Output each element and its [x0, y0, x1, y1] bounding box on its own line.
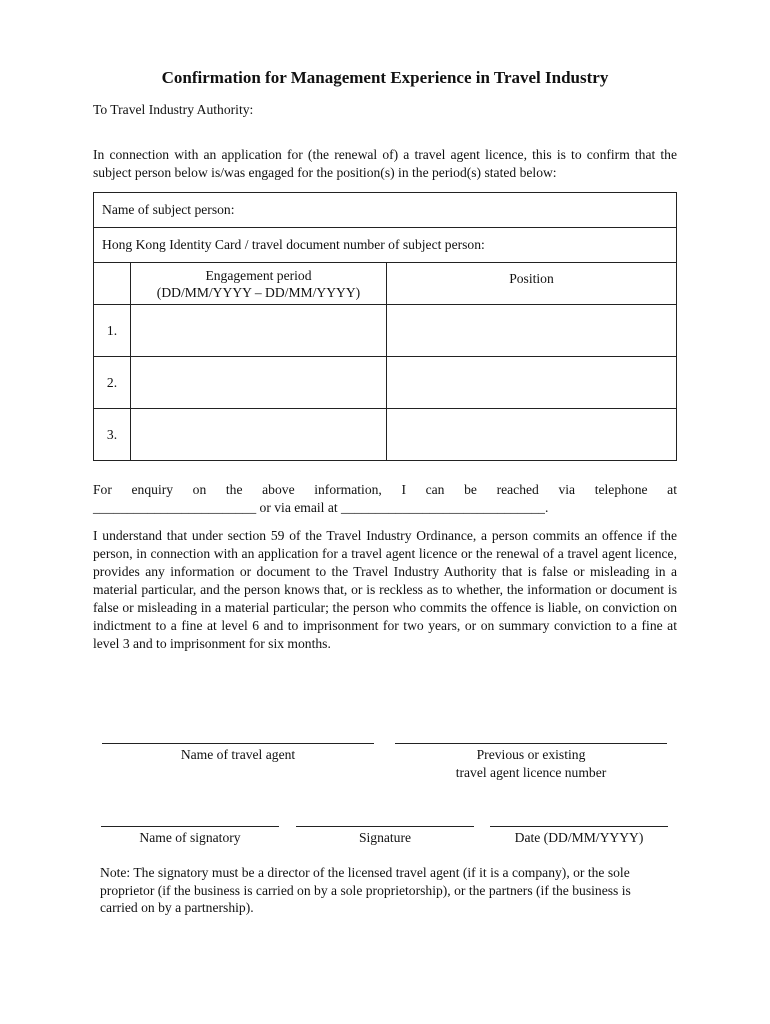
position-cell[interactable]: [387, 305, 677, 357]
position-cell[interactable]: [387, 409, 677, 461]
table-row: [94, 305, 677, 357]
date-line[interactable]: [490, 826, 668, 827]
row-number: 2.: [94, 357, 131, 409]
position-header: [387, 263, 677, 305]
period-header-title: Engagement period: [205, 267, 312, 283]
subject-name-label: Name of subject person:: [102, 202, 235, 217]
period-header: [131, 263, 387, 305]
salutation: To Travel Industry Authority:: [93, 102, 254, 117]
signature-line[interactable]: [296, 826, 474, 827]
header-blank-cell: [94, 263, 131, 305]
signatory-name-label: Name of signatory: [139, 830, 241, 845]
enquiry-line-1: For enquiry on the above information, I can be reached via telephone at: [93, 482, 677, 497]
period-header-format: (DD/MM/YYYY – DD/MM/YYYY): [156, 284, 361, 300]
engagement-table: [93, 192, 677, 461]
licence-number-line[interactable]: [395, 743, 667, 744]
signatory-note: Note: The signatory must be a director of the licensed travel agent (if it is a company), or the sole proprietor (if the business is carried on by a sole proprietorship), or the partners (if the business is carried on by a partnership).: [100, 865, 631, 915]
licence-number-label: [395, 746, 667, 782]
position-cell[interactable]: [387, 357, 677, 409]
date-label: Date (DD/MM/YYYY): [514, 830, 644, 845]
licence-label-line1: Previous or existing: [476, 747, 586, 762]
period-cell[interactable]: [131, 305, 387, 357]
table-row: [94, 357, 677, 409]
signature-label: Signature: [358, 830, 412, 845]
row-number: 1.: [94, 305, 131, 357]
page-title: Confirmation for Management Experience in Travel Industry: [161, 68, 609, 87]
agent-name-line[interactable]: [102, 743, 374, 744]
row-number: 3.: [94, 409, 131, 461]
enquiry-line-2[interactable]: ________________________ or via email at ______________________________.: [93, 500, 549, 515]
subject-name-field[interactable]: [94, 193, 677, 228]
licence-label-line2: travel agent licence number: [455, 765, 607, 780]
period-cell[interactable]: [131, 409, 387, 461]
period-cell[interactable]: [131, 357, 387, 409]
declaration-paragraph: I understand that under section 59 of the Travel Industry Ordinance, a person commits an offence if the person, in connection with an application for a travel agent licence or the renewal of a travel agent licence, provides any information or document to the Travel Industry Authority that is false or misleading in a material particular, and the person knows that, or is reckless as to whether, the information or document is false or misleading in a material particular; the person who commits the offence is liable, on conviction on indictment to a fine at level 6 and to imprisonment for two years, or on summary conviction to a fine at level 3 and to imprisonment for six months.: [93, 528, 677, 651]
id-number-field[interactable]: [94, 228, 677, 263]
table-row: [94, 409, 677, 461]
position-header-label: Position: [509, 271, 554, 286]
id-number-label: Hong Kong Identity Card / travel document number of subject person:: [102, 237, 485, 252]
intro-paragraph: In connection with an application for (the renewal of) a travel agent licence, this is to confirm that the subject person below is/was engaged for the position(s) in the period(s) stated below:: [93, 147, 677, 180]
signatory-name-line[interactable]: [101, 826, 279, 827]
agent-name-label: Name of travel agent: [180, 747, 296, 762]
